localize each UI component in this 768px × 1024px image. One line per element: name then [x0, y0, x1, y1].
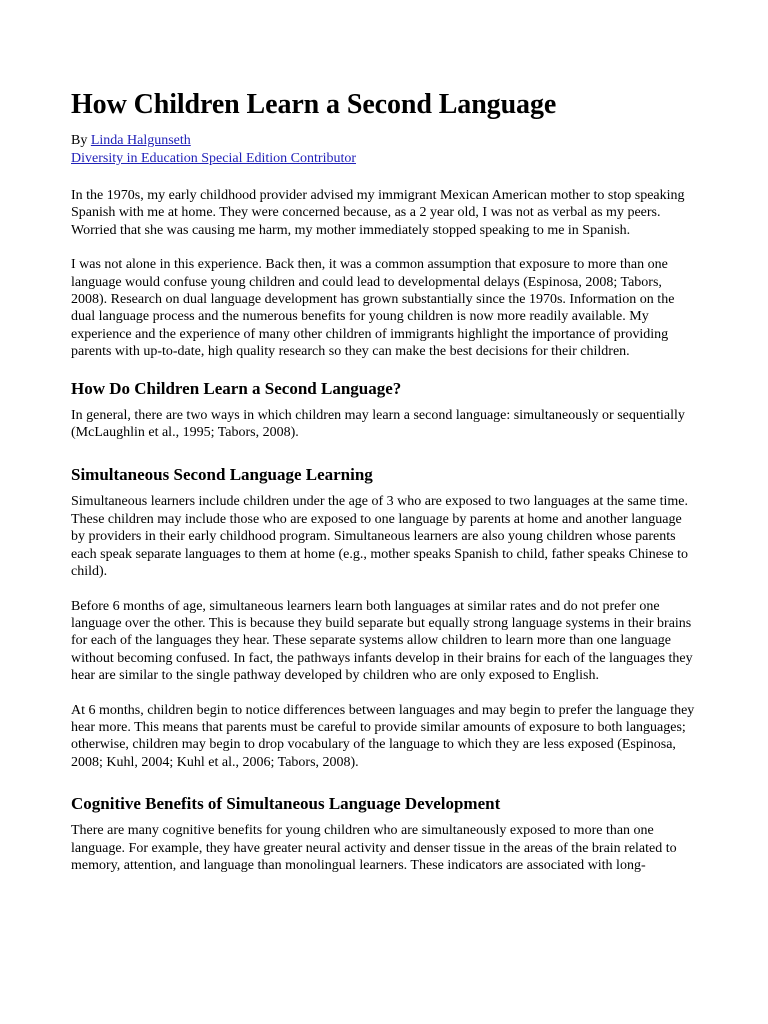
section1-paragraph-1: In general, there are two ways in which children may learn a second language: simultaneously or sequentially (McLaughlin et al., 1995; Tabors, 2008).	[71, 407, 685, 441]
author-link[interactable]: Linda Halgunseth	[90, 133, 191, 148]
byline	[71, 132, 697, 168]
article-title: How Children Learn a Second Language	[71, 89, 557, 120]
section-heading-how-children-learn: How Do Children Learn a Second Language?	[71, 378, 402, 398]
byline-prefix: By	[71, 133, 91, 148]
intro-paragraph-1: In the 1970s, my early childhood provider advised my immigrant Mexican American mother to stop speaking Spanish with me at home. They were concerned because, as a 2 year old, I was not as verbal as my peers. Worried that she was causing me harm, my mother immediately stopped speaking to me in Spanish.	[71, 188, 685, 238]
section-heading-cognitive-benefits: Cognitive Benefits of Simultaneous Language Development	[71, 794, 501, 814]
role-line	[71, 150, 697, 168]
section2-paragraph-2: Before 6 months of age, simultaneous learners learn both languages at similar rates and do not prefer one language over the other. This is because they build separate but equally strong language systems in their brains for each of the languages they hear. These separate systems allow children to learn more than one language without becoming confused. In fact, the pathways infants develop in their brains for each of the languages they hear are similar to the single pathway developed by children who are only exposed to English.	[71, 598, 693, 684]
section2-paragraph-1: Simultaneous learners include children under the age of 3 who are exposed to two languages at the same time. These children may include those who are exposed to one language by parents at home and another language by providers in their early childhood program. Simultaneous learners are also young children whose parents each speak separate languages to them at home (e.g., mother speaks Spanish to child, father speaks Chinese to child).	[71, 494, 688, 580]
author-line	[71, 132, 697, 150]
intro-paragraph-2: I was not alone in this experience. Back then, it was a common assumption that exposure to more than one language would confuse young children and could lead to developmental delays (Espinosa, 2008; Tabors, 2008). Research on dual language development has grown substantially since the 1970s. Information on the dual language process and the numerous benefits for young children is now more readily available. My experience and the experience of many other children of immigrants highlight the importance of providing parents with up-to-date, high quality research so they can make the best decisions for their children.	[71, 257, 675, 360]
section3-paragraph-1: There are many cognitive benefits for young children who are simultaneously exposed to more than one language. For example, they have greater neural activity and denser tissue in the areas of the brain related to memory, attention, and language than monolingual learners. These indicators are associated with long-	[71, 823, 677, 873]
section-heading-simultaneous-learning: Simultaneous Second Language Learning	[71, 465, 373, 485]
section2-paragraph-3: At 6 months, children begin to notice differences between languages and may begin to prefer the language they hear more. This means that parents must be careful to provide similar amounts of exposure to both languages; otherwise, children may begin to drop vocabulary of the language to which they are less exposed (Espinosa, 2008; Kuhl, 2004; Kuhl et al., 2006; Tabors, 2008).	[71, 702, 695, 770]
article	[71, 89, 697, 891]
contributor-role-link[interactable]: Diversity in Education Special Edition Contributor	[71, 151, 357, 166]
